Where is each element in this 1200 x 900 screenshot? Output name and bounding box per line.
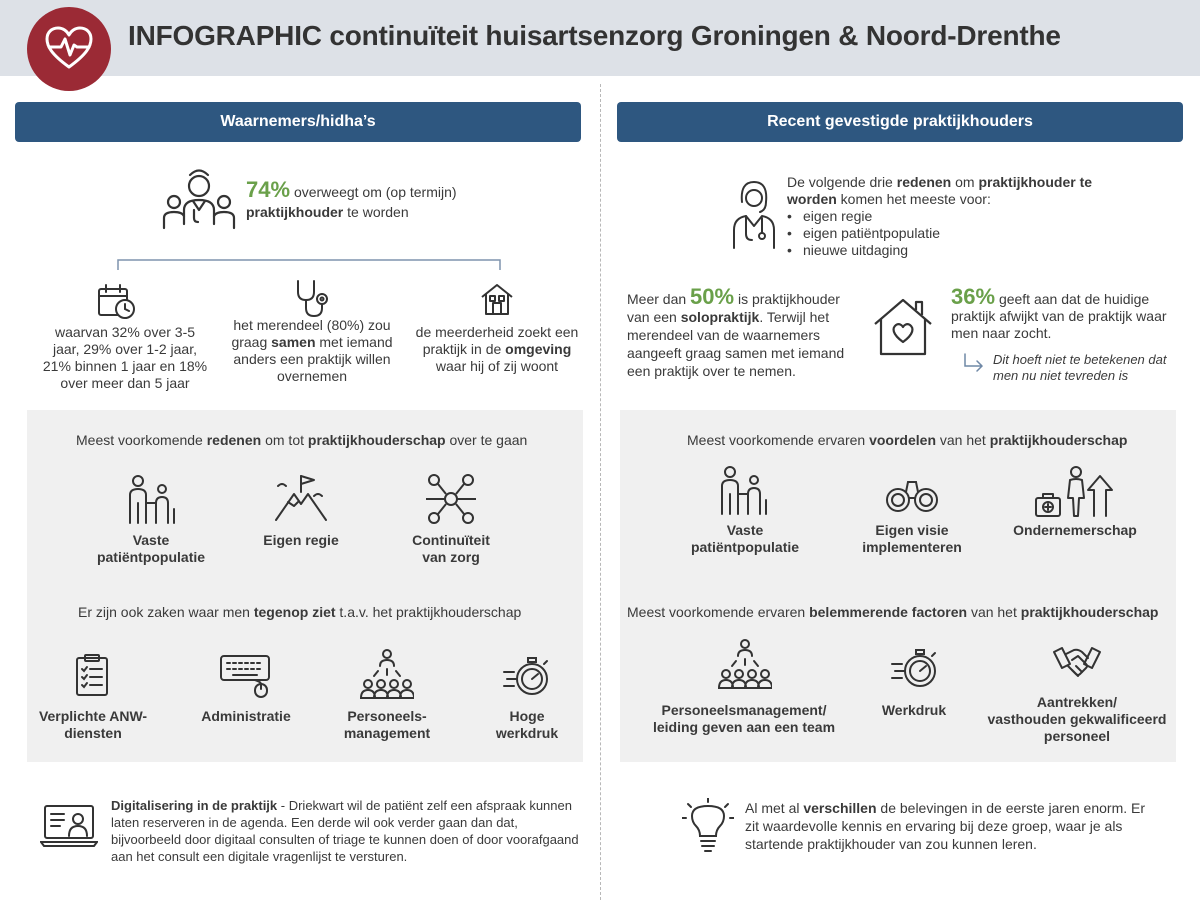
laptop-consult-icon xyxy=(40,804,98,848)
reason-label-continuiteit: Continuïteit van zorg xyxy=(412,532,490,565)
against-label-admin: Administratie xyxy=(201,708,291,724)
against-label-werkdruk: Hoge werkdruk xyxy=(495,708,559,741)
handshake-icon xyxy=(1052,644,1102,684)
clipboard-checklist-icon xyxy=(74,653,110,697)
obstacle-label-werkdruk: Werkdruk xyxy=(881,702,947,718)
mountain-flag-icon xyxy=(274,472,328,524)
sub-item-timing: waarvan 32% over 3-5 jaar, 29% over 1-2 jaar, 21% binnen 1 jaar en 18% over meer dan 5 jaar xyxy=(42,324,208,391)
binoculars-icon xyxy=(884,478,940,514)
advantages-heading: Meest voorkomende ervaren voordelen van het praktijkhouderschap xyxy=(687,432,1128,448)
reason-label-patient: Vaste patiëntpopulatie xyxy=(96,532,206,565)
keyboard-mouse-icon xyxy=(219,654,273,698)
stat-50-block: Meer dan 50% is praktijkhouder van een solopraktijk. Terwijl het merendeel van de waarnemers aangeeft graag samen met iemand een praktijk over te nemen. xyxy=(627,284,845,379)
section-title-praktijkhouders: Recent gevestigde praktijkhouders xyxy=(617,102,1183,142)
people-group-icon xyxy=(718,464,770,516)
page-title: INFOGRAPHIC continuïteit huisartsenzorg Groningen & Noord-Drenthe xyxy=(128,20,1061,51)
header-bar xyxy=(0,0,1200,76)
advantage-label-visie: Eigen visie implementeren xyxy=(862,522,962,555)
arrow-return-icon xyxy=(962,352,986,374)
calendar-clock-icon xyxy=(97,283,137,321)
female-doctor-icon xyxy=(730,178,778,250)
network-icon xyxy=(424,472,478,526)
house-heart-icon xyxy=(872,296,934,358)
obstacle-label-personeel: Personeelsmanagement/ leiding geven aan een team xyxy=(652,702,836,735)
against-label-anw: Verplichte ANW- diensten xyxy=(38,708,148,741)
obstacle-label-aantrekken: Aantrekken/ vasthouden gekwalificeerd personeel xyxy=(987,694,1167,744)
advantage-label-ondernemer: Ondernemerschap xyxy=(1013,522,1137,538)
stat-74-block: 74% overweegt om (op termijn) praktijkhouder te worden xyxy=(246,177,457,220)
reasons-heading: Meest voorkomende redenen om tot praktijkhouderschap over te gaan xyxy=(76,432,528,448)
entrepreneur-growth-icon xyxy=(1034,464,1116,520)
team-hierarchy-icon xyxy=(718,638,772,690)
stethoscope-icon xyxy=(292,278,334,320)
heart-pulse-icon xyxy=(41,21,97,77)
stat-74-value: 74% xyxy=(246,177,291,202)
people-group-icon xyxy=(126,473,178,525)
section-title-waarnemers: Waarnemers/hidha’s xyxy=(15,102,581,142)
bracket-connector xyxy=(116,250,502,274)
stat-36-block: 36% geeft aan dat de huidige praktijk afwijkt van de praktijk waar men naar zocht. xyxy=(951,284,1167,341)
advantage-label-patient: Vaste patiëntpopulatie xyxy=(690,522,800,555)
bullet-item: • eigen patiëntpopulatie xyxy=(787,225,1107,242)
bullet-item: • nieuwe uitdaging xyxy=(787,242,1107,259)
stat-36-note: Dit hoeft niet te betekenen dat men nu niet tevreden is xyxy=(993,352,1167,383)
against-label-personeel: Personeels- management xyxy=(343,708,431,741)
team-hierarchy-icon xyxy=(360,648,414,700)
sub-item-omgeving: de meerderheid zoekt een praktijk in de omgeving waar hij of zij woont xyxy=(415,324,579,374)
doctor-group-icon xyxy=(160,162,238,240)
reasons-bullets xyxy=(787,208,1107,259)
column-divider xyxy=(600,84,601,900)
house-icon xyxy=(479,281,515,317)
stopwatch-icon xyxy=(502,654,550,698)
sub-item-samen: het merendeel (80%) zou graag samen met iemand anders een praktijk willen overnemen xyxy=(231,317,393,384)
lightbulb-icon xyxy=(682,798,734,854)
reason-label-regie: Eigen regie xyxy=(263,532,339,548)
digital-text: Digitalisering in de praktijk - Driekwart wil de patiënt zelf een afspraak kunnen laten reserveren in de agenda. Een derde wil ook verder gaan dan dat, bijvoorbeeld door digitaal consulten of triage te kunnen doen of door voorafgaand aan het consult een digitale vragenlijst te versturen. xyxy=(111,798,579,864)
closing-text: Al met al verschillen de belevingen in de eerste jaren enorm. Er zit waardevolle kennis en ervaring bij deze groep, waar je als startende praktijkhouder van zou kunnen leren. xyxy=(745,800,1146,852)
stopwatch-icon xyxy=(890,646,938,690)
logo xyxy=(27,7,111,91)
against-heading: Er zijn ook zaken waar men tegenop ziet t.a.v. het praktijkhouderschap xyxy=(78,604,522,620)
obstacles-heading: Meest voorkomende ervaren belemmerende factoren van het praktijkhouderschap xyxy=(627,604,1159,620)
reasons-intro: De volgende drie redenen om praktijkhouder te worden komen het meeste voor: • eigen regie • eigen patiëntpopulatie • nieuwe uitdaging xyxy=(787,174,1107,259)
bullet-item: • eigen regie xyxy=(787,208,1107,225)
